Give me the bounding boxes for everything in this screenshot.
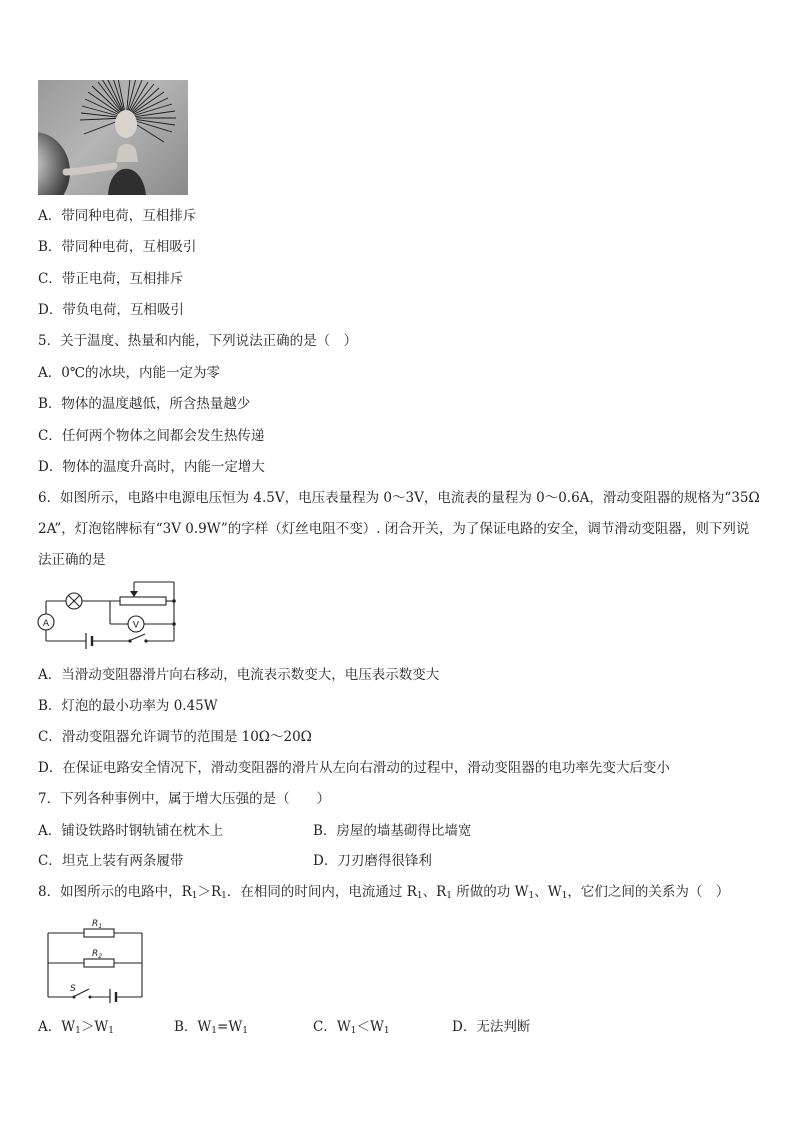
static-hair-photo: [38, 80, 188, 195]
q8-battery-symbol: [110, 989, 116, 1003]
q7-option-c: C．坦克上装有两条履带: [38, 853, 184, 869]
q5-option-c: C．任何两个物体之间都会发生热传递: [38, 428, 265, 444]
voltmeter-label: V: [132, 620, 140, 631]
face: [115, 110, 137, 138]
q6-option-c: C．滑动变阻器允许调节的范围是 10Ω～20Ω: [38, 729, 312, 745]
q7-stem: 7．下列各种事例中，属于增大压强的是（ ）: [38, 791, 331, 807]
q7-option-a: A．铺设铁路时钢轨铺在枕木上: [38, 823, 224, 839]
ammeter-label: A: [42, 619, 50, 629]
generator-sphere: [38, 132, 70, 195]
q8-option-c: C．$W_1<W_1$: [313, 1019, 390, 1036]
q4-option-c: C．带正电荷，互相排斥: [38, 271, 184, 287]
q8-option-a: A．$W_1>W_1$: [38, 1019, 114, 1036]
q7-option-b: B．房屋的墙基砌得比墙宽: [313, 823, 472, 839]
static-hair-illustration: [38, 80, 188, 195]
q4-option-b: B．带同种电荷，互相吸引: [38, 239, 197, 255]
q5-stem: 5．关于温度、热量和内能，下列说法正确的是（ ）: [38, 333, 358, 349]
switch-label: S: [70, 984, 76, 994]
battery-symbol: [86, 633, 92, 649]
q6-option-a: A．当滑动变阻器滑片向右移动，电流表示数变大，电压表示数变大: [38, 667, 440, 683]
q6-stem-line-3: 法正确的是: [38, 552, 106, 568]
r2-label: $R_2$: [92, 949, 103, 960]
q6-circuit-diagram: [34, 580, 184, 652]
q8-option-b: B．$W_1=W_1$: [174, 1019, 248, 1036]
resistor-r2: [84, 959, 114, 967]
switch-symbol: [128, 634, 147, 643]
neck: [116, 144, 138, 162]
q6-option-d: D．在保证电路安全情况下，滑动变阻器的滑片从左向右滑动的过程中，滑动变阻器的电功率先变大后变小: [38, 760, 670, 776]
body: [108, 169, 146, 195]
q5-option-d: D．物体的温度升高时，内能一定增大: [38, 459, 265, 475]
arm: [66, 166, 114, 172]
q5-option-b: B．物体的温度越低，所含热量越少: [38, 396, 251, 412]
r1-label: $R_1$: [92, 919, 103, 930]
q8-circuit-diagram: [44, 915, 148, 1003]
slider-arrow-icon: [130, 591, 138, 597]
q6-option-b: B．灯泡的最小功率为 0.45W: [38, 698, 218, 714]
q6-stem-line-1: 6．如图所示，电路中电源电压恒为 4.5V，电压表量程为 0～3V，电流表的量程为 0～0.6A，滑动变阻器的规格为“35Ω: [38, 490, 760, 506]
q8-option-d: D．无法判断: [452, 1019, 531, 1035]
lamp-symbol: [66, 593, 82, 609]
q4-option-a: A．带同种电荷，互相排斥: [38, 208, 197, 224]
resistor-r1: [84, 929, 114, 937]
q8-stem: 8．如图所示的电路中，$R_1>R_1$．在相同的时间内，电流通过 $R_1$、$R_1$ 所做的功 $W_1$、$W_1$，它们之间的关系为（ ）: [38, 884, 730, 901]
rheostat-symbol: [120, 597, 166, 605]
q7-option-d: D．刀刃磨得很锋利: [313, 853, 432, 869]
q4-option-d: D．带负电荷，互相吸引: [38, 302, 184, 318]
q5-option-a: A．0℃的冰块，内能一定为零: [38, 365, 220, 381]
q6-stem-line-2: 2A”，灯泡铭牌标有“3V 0.9W”的字样（灯丝电阻不变）. 闭合开关，为了保证电路的安全，调节滑动变阻器，则下列说: [38, 521, 750, 537]
